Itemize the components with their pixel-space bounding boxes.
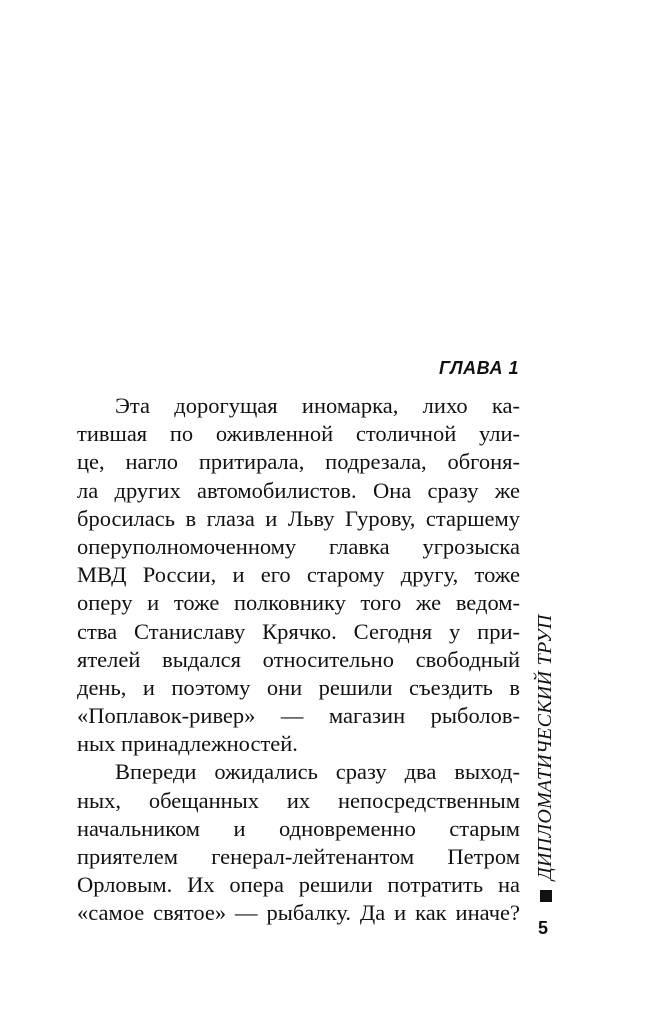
- text-line: начальником и одновременно старым: [77, 815, 520, 841]
- text-line: це, нагло притирала, подрезала, обгоня-: [77, 449, 520, 475]
- text-line: ных принадлежностей.: [77, 731, 298, 757]
- text-line: ства Станиславу Крячко. Сегодня у при-: [77, 618, 520, 644]
- text-line: ятелей выдался относительно свободный: [77, 646, 520, 672]
- text-line: Эта дорогущая иномарка, лихо ка-: [115, 393, 520, 418]
- text-line: оперуполномоченному главка угрозыска: [77, 533, 520, 559]
- text-line: оперу и тоже полковнику того же ведом-: [77, 590, 520, 616]
- text-line: «самое святое» — рыбалку. Да и как иначе?: [77, 900, 520, 926]
- text-line: «Поплавок-ривер» — магазин рыболов-: [77, 703, 520, 729]
- square-marker-icon: [540, 890, 552, 902]
- running-title: ДИПЛОМАТИЧЕСКИЙ ТРУП: [534, 614, 556, 880]
- page-number: 5: [538, 918, 549, 938]
- text-line: бросилась в глаза и Льву Гурову, старшему: [77, 505, 520, 531]
- text-line: приятелем генерал-лейтенантом Петром: [77, 844, 520, 869]
- text-line: день, и поэтому они решили съездить в: [77, 674, 520, 700]
- text-line: ных, обещанных их непосредственным: [77, 787, 520, 813]
- text-line: ла других автомобилистов. Она сразу же: [77, 477, 520, 503]
- text-line: тившая по оживленной столичной ули-: [77, 421, 520, 447]
- text-line: Орловым. Их опера решили потратить на: [77, 872, 520, 898]
- text-line: Впереди ожидались сразу два выход-: [115, 759, 520, 785]
- body-text: [77, 392, 520, 928]
- text-line: МВД России, и его старому другу, тоже: [77, 562, 520, 588]
- chapter-heading: ГЛАВА 1: [439, 358, 519, 378]
